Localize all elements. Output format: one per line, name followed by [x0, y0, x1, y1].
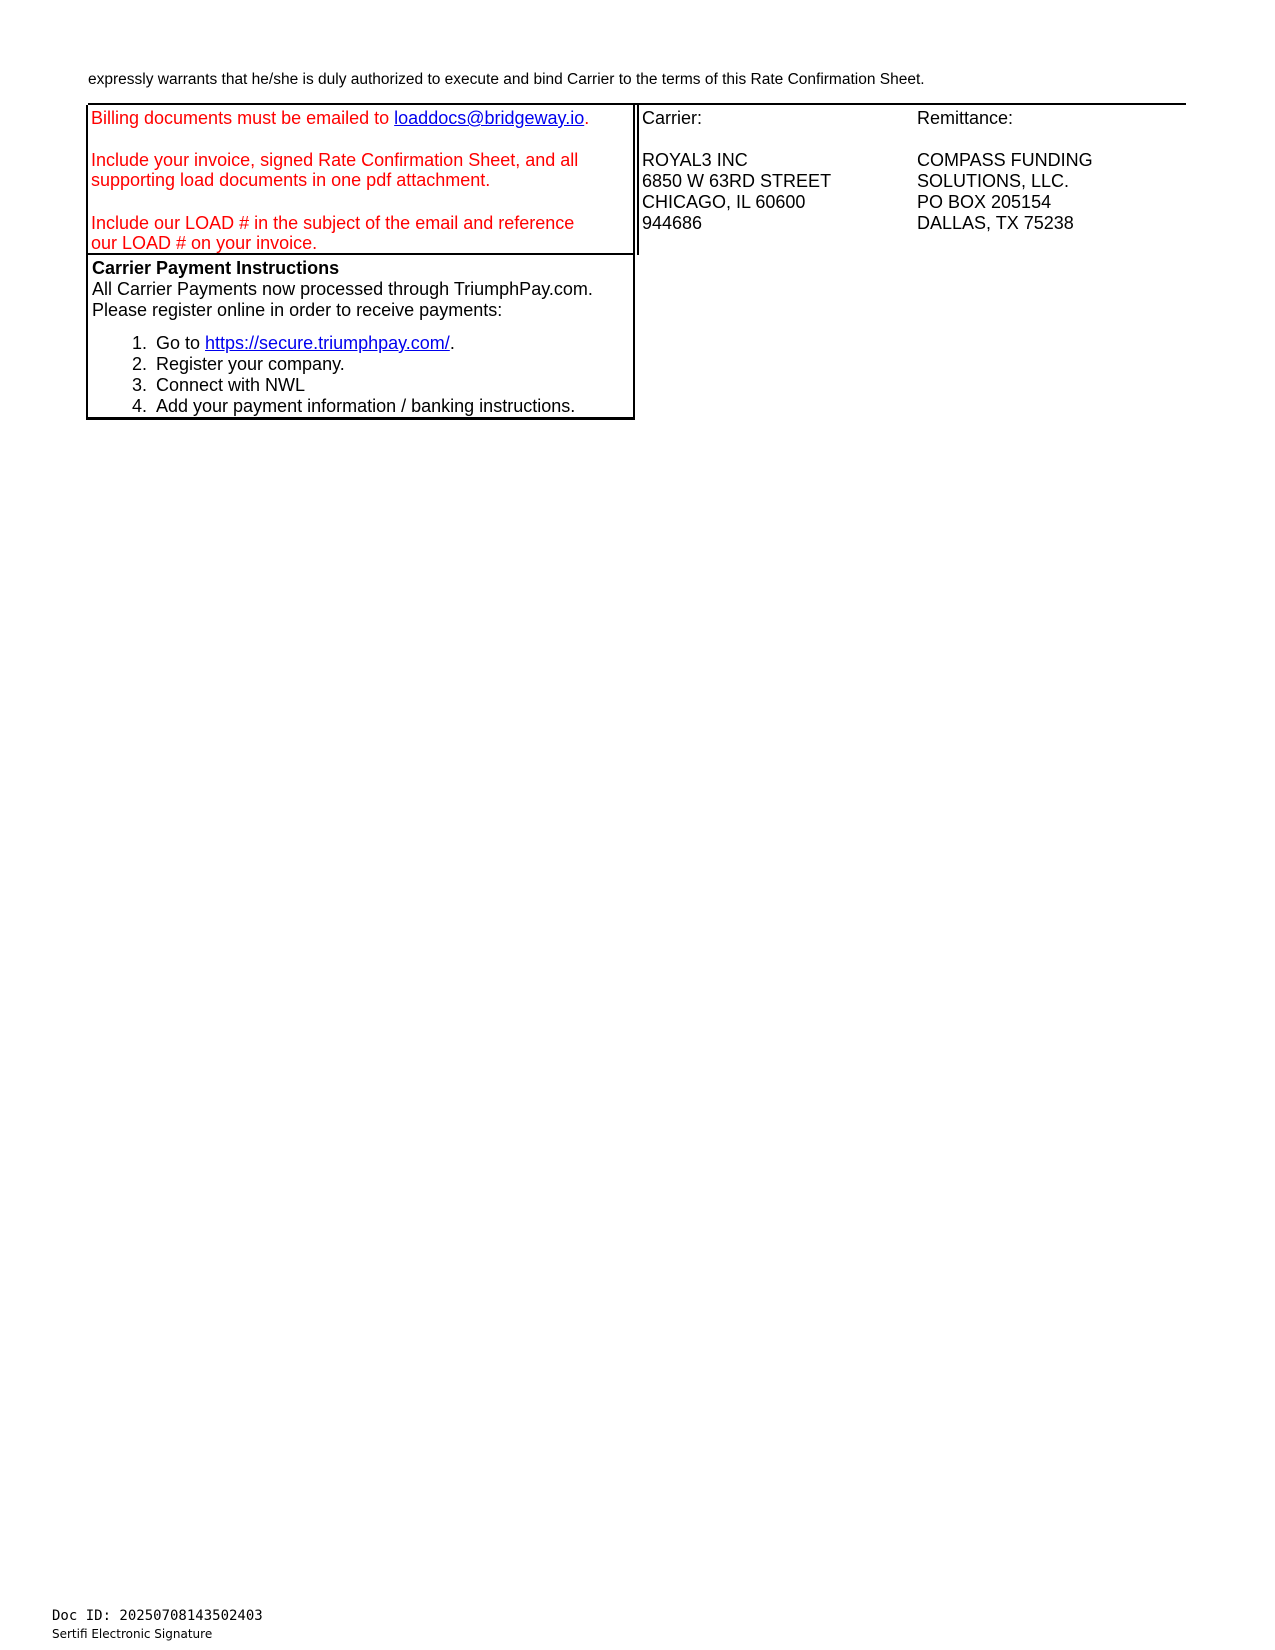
payment-steps-list	[132, 333, 575, 417]
carrier-id: 944686	[642, 213, 703, 233]
step-number: 2.	[132, 354, 148, 374]
remittance-label: Remittance:	[917, 108, 1014, 128]
carrier-label: Carrier:	[642, 108, 703, 128]
remittance-city: DALLAS, TX 75238	[917, 213, 1074, 233]
payment-intro-line-2: Please register online in order to receive payments:	[92, 300, 503, 320]
carrier-street: 6850 W 63RD STREET	[642, 171, 832, 191]
payment-step	[132, 396, 575, 417]
billing-instructions-box	[86, 105, 635, 255]
payment-intro-line-1: All Carrier Payments now processed through TriumphPay.com.	[92, 279, 593, 299]
billing-email-link[interactable]: loaddocs@bridgeway.io	[394, 108, 585, 128]
billing-load-note	[91, 213, 574, 253]
payment-instructions-title: Carrier Payment Instructions	[92, 258, 340, 278]
step-suffix: .	[449, 333, 455, 353]
step-text: Go to	[156, 333, 206, 353]
payment-step	[132, 354, 575, 375]
step-text: Connect with NWL	[156, 375, 306, 395]
remittance-block	[917, 108, 1093, 234]
billing-attachment-line-1: Include your invoice, signed Rate Confirmation Sheet, and all	[91, 150, 579, 170]
billing-attachment-note	[91, 150, 578, 190]
carrier-name: ROYAL3 INC	[642, 150, 748, 170]
warranty-text: expressly warrants that he/she is duly authorized to execute and bind Carrier to the terms of this Rate Confirmation Sheet.	[88, 71, 925, 88]
payment-step	[132, 333, 575, 354]
step-text: Add your payment information / banking instructions.	[156, 396, 576, 416]
document-footer	[52, 1607, 263, 1643]
remittance-po-box: PO BOX 205154	[917, 192, 1052, 212]
billing-load-line-2: our LOAD # on your invoice.	[91, 233, 318, 253]
payment-instructions-box	[86, 255, 635, 420]
billing-email-line	[91, 108, 589, 128]
signature-provider: Sertifi Electronic Signature	[52, 1627, 213, 1641]
step-text: Register your company.	[156, 354, 345, 374]
step-number: 4.	[132, 396, 148, 416]
step-number: 1.	[132, 333, 148, 353]
remittance-name-line-1: COMPASS FUNDING	[917, 150, 1093, 170]
billing-email-suffix: .	[584, 108, 590, 128]
carrier-column-divider	[637, 105, 639, 255]
billing-attachment-line-2: supporting load documents in one pdf attachment.	[91, 170, 491, 190]
doc-id: Doc ID: 20250708143502403	[52, 1608, 263, 1624]
payment-step	[132, 375, 575, 396]
step-number: 3.	[132, 375, 148, 395]
remittance-name-line-2: SOLUTIONS, LLC.	[917, 171, 1070, 191]
carrier-city: CHICAGO, IL 60600	[642, 192, 806, 212]
billing-email-prefix: Billing documents must be emailed to	[91, 108, 395, 128]
billing-load-line-1: Include our LOAD # in the subject of the email and reference	[91, 213, 575, 233]
carrier-block	[642, 108, 831, 234]
triumphpay-link[interactable]: https://secure.triumphpay.com/	[205, 333, 450, 353]
